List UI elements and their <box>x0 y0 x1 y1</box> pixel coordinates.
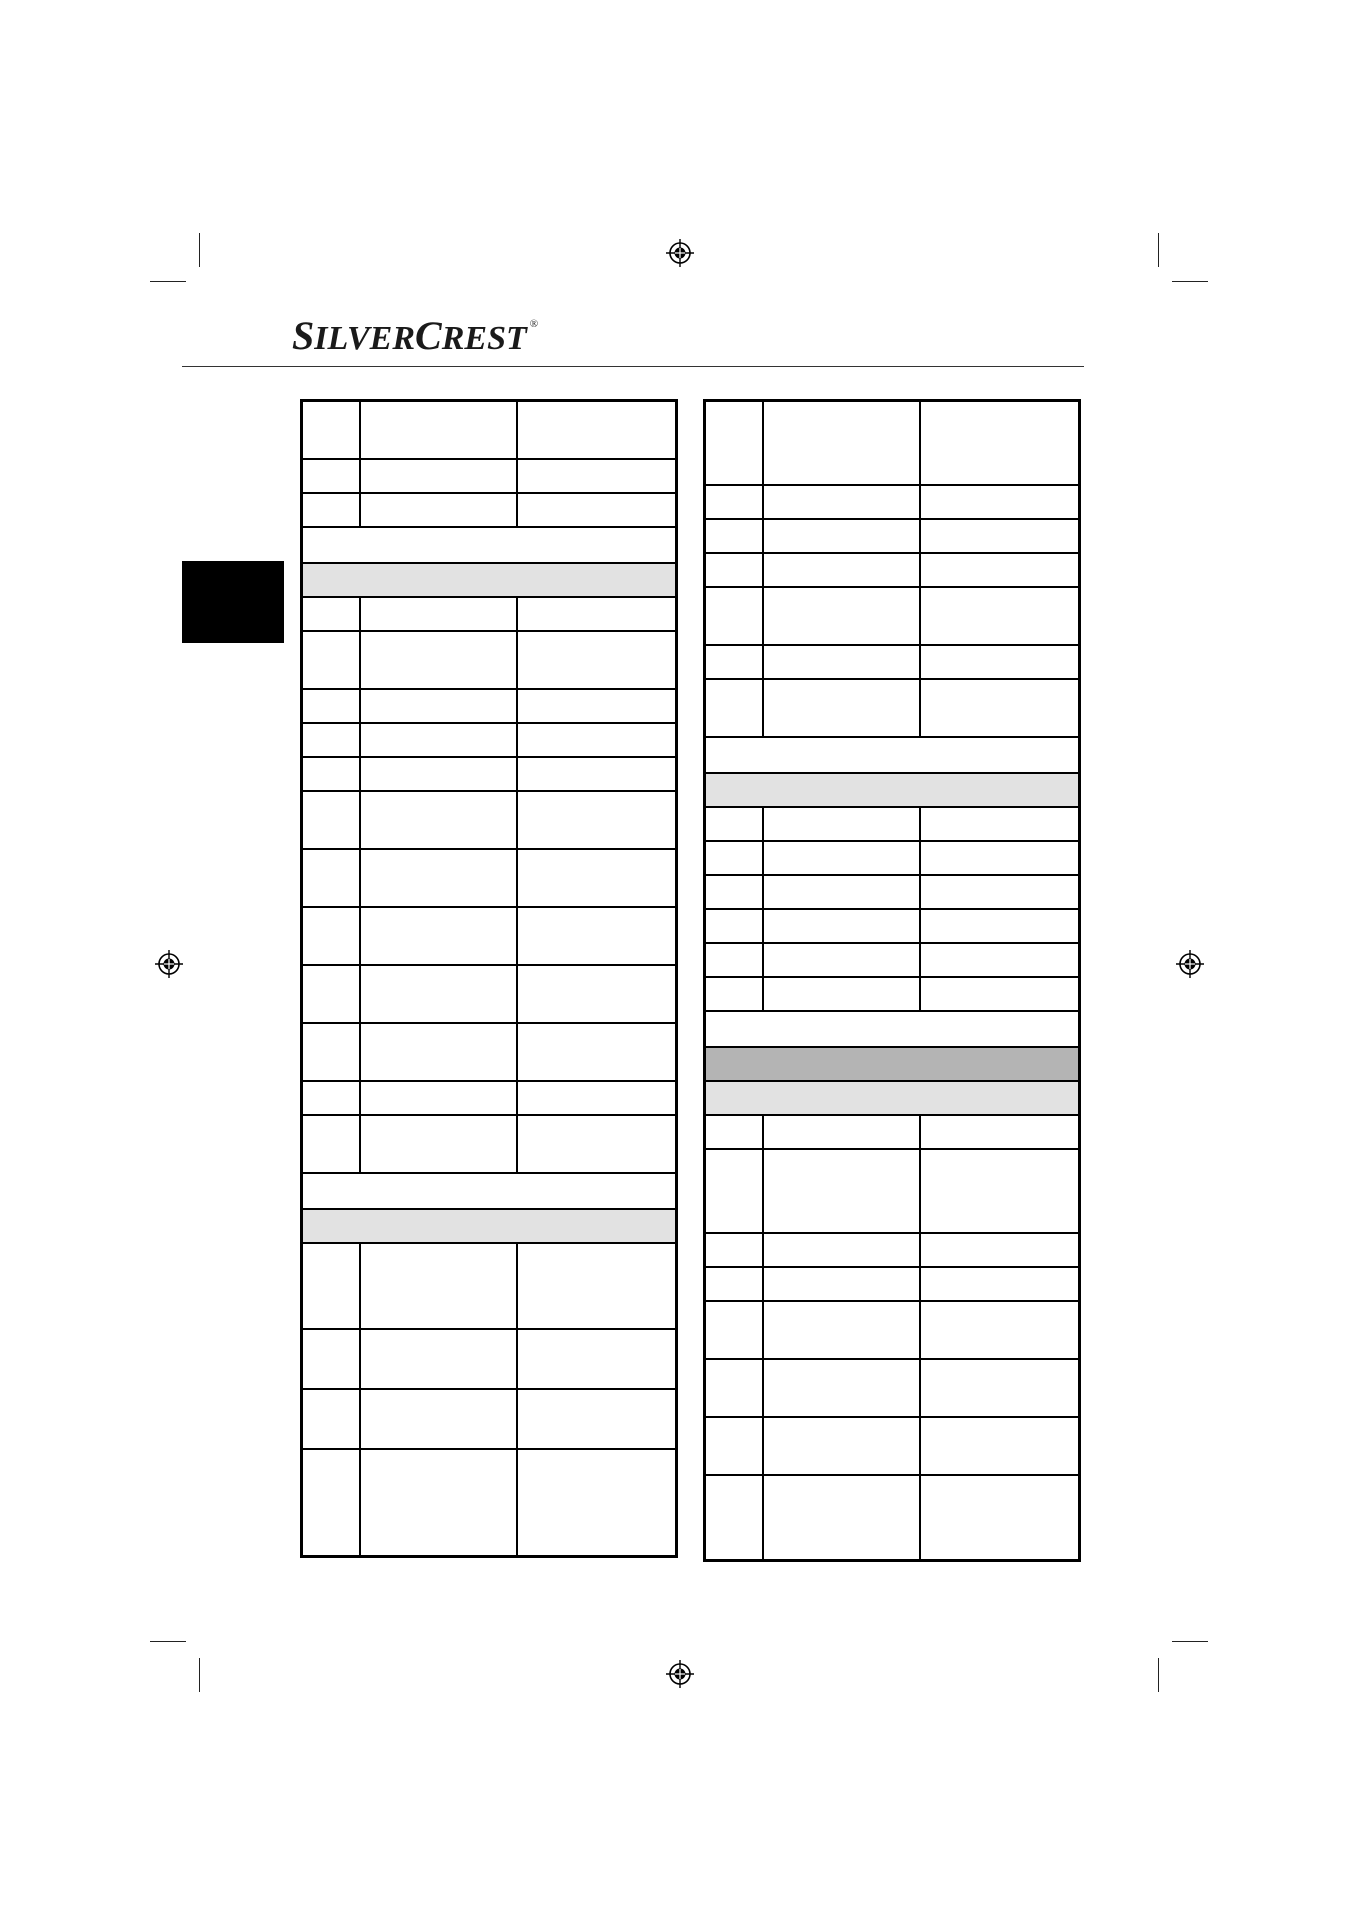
table-cell <box>360 493 517 527</box>
table-row <box>302 1389 677 1449</box>
table-cell <box>302 1243 361 1329</box>
table-cell <box>763 875 920 909</box>
registration-target-icon-top <box>665 238 695 268</box>
table-row <box>705 401 1080 485</box>
table-cell <box>763 485 920 519</box>
table-row <box>705 773 1080 807</box>
table-cell <box>302 401 361 459</box>
table-cell <box>920 1267 1080 1301</box>
table-row <box>705 1081 1080 1115</box>
table-row <box>302 849 677 907</box>
crop-mark-top-right-h <box>1172 281 1208 282</box>
table-cell <box>302 1329 361 1389</box>
right-table <box>703 399 1081 1562</box>
table-row <box>705 841 1080 875</box>
table-cell <box>360 1389 517 1449</box>
section-header-light <box>705 773 1080 807</box>
table-cell <box>360 965 517 1023</box>
table-row <box>705 1475 1080 1561</box>
table-row <box>705 1267 1080 1301</box>
table-cell <box>302 1081 361 1115</box>
table-row <box>705 1047 1080 1081</box>
table-cell <box>360 907 517 965</box>
table-cell <box>920 485 1080 519</box>
table-cell <box>763 1301 920 1359</box>
section-header-light <box>302 563 677 597</box>
table-row <box>705 807 1080 841</box>
table-row <box>705 587 1080 645</box>
brand-cap-1: S <box>292 313 315 358</box>
table-cell <box>517 791 677 849</box>
table-cell <box>517 631 677 689</box>
table-row <box>705 1011 1080 1047</box>
table-cell <box>920 645 1080 679</box>
section-row <box>705 1011 1080 1047</box>
table-cell <box>302 723 361 757</box>
table-cell <box>302 631 361 689</box>
table-cell <box>920 1417 1080 1475</box>
table-row <box>302 757 677 791</box>
table-cell <box>302 965 361 1023</box>
table-row <box>302 723 677 757</box>
table-row <box>705 1359 1080 1417</box>
table-cell <box>705 679 764 737</box>
table-cell <box>705 807 764 841</box>
table-cell <box>360 757 517 791</box>
left-table <box>300 399 678 1558</box>
section-header-light <box>302 1209 677 1243</box>
table-cell <box>763 807 920 841</box>
table-row <box>302 563 677 597</box>
table-cell <box>517 723 677 757</box>
table-cell <box>360 791 517 849</box>
table-cell <box>302 791 361 849</box>
registration-target-icon-right <box>1175 949 1205 979</box>
table-cell <box>705 1301 764 1359</box>
table-cell <box>705 1267 764 1301</box>
table-cell <box>920 875 1080 909</box>
table-cell <box>517 965 677 1023</box>
table-cell <box>920 553 1080 587</box>
table-cell <box>920 1149 1080 1233</box>
table-cell <box>360 1329 517 1389</box>
table-cell <box>302 1389 361 1449</box>
table-cell <box>360 1243 517 1329</box>
table-cell <box>763 519 920 553</box>
table-cell <box>920 1359 1080 1417</box>
crop-mark-top-left-v <box>199 233 200 267</box>
table-cell <box>920 401 1080 485</box>
table-cell <box>920 841 1080 875</box>
table-cell <box>517 1243 677 1329</box>
section-header-dark <box>705 1047 1080 1081</box>
table-cell <box>360 849 517 907</box>
table-cell <box>360 1081 517 1115</box>
table-cell <box>763 1115 920 1149</box>
table-cell <box>360 723 517 757</box>
table-cell <box>360 1449 517 1557</box>
table-row <box>302 1173 677 1209</box>
table-row <box>302 1209 677 1243</box>
table-cell <box>763 1417 920 1475</box>
table-cell <box>705 485 764 519</box>
table-row <box>302 1023 677 1081</box>
table-cell <box>360 597 517 631</box>
table-cell <box>302 1449 361 1557</box>
table-cell <box>302 1023 361 1081</box>
table-cell <box>705 977 764 1011</box>
crop-mark-bottom-right-h <box>1172 1641 1208 1642</box>
table-row <box>302 907 677 965</box>
brand-rest-2: REST <box>441 320 527 357</box>
section-row <box>705 737 1080 773</box>
table-cell <box>360 401 517 459</box>
table-row <box>705 977 1080 1011</box>
table-cell <box>705 1417 764 1475</box>
language-side-tab <box>182 561 284 643</box>
table-row <box>302 1329 677 1389</box>
table-cell <box>763 977 920 1011</box>
table-row <box>705 1233 1080 1267</box>
table-cell <box>517 597 677 631</box>
table-cell <box>705 1115 764 1149</box>
table-cell <box>705 587 764 645</box>
table-cell <box>302 689 361 723</box>
brand-rest-1: ILVER <box>314 320 416 357</box>
table-cell <box>705 1149 764 1233</box>
header-divider <box>182 366 1084 367</box>
table-row <box>302 459 677 493</box>
table-row <box>705 909 1080 943</box>
table-cell <box>920 807 1080 841</box>
table-cell <box>705 841 764 875</box>
table-cell <box>920 1233 1080 1267</box>
table-cell <box>920 1115 1080 1149</box>
table-cell <box>763 1149 920 1233</box>
table-row <box>302 689 677 723</box>
table-row <box>302 965 677 1023</box>
table-row <box>302 401 677 459</box>
table-cell <box>705 553 764 587</box>
table-cell <box>517 1389 677 1449</box>
table-cell <box>517 1115 677 1173</box>
section-row <box>302 1173 677 1209</box>
table-cell <box>360 1115 517 1173</box>
table-cell <box>517 907 677 965</box>
table-cell <box>920 943 1080 977</box>
table-row <box>705 645 1080 679</box>
table-cell <box>705 1359 764 1417</box>
table-cell <box>705 909 764 943</box>
table-cell <box>763 1267 920 1301</box>
crop-mark-bottom-right-v <box>1158 1658 1159 1692</box>
table-cell <box>763 841 920 875</box>
table-cell <box>763 1359 920 1417</box>
table-cell <box>920 519 1080 553</box>
table-cell <box>360 459 517 493</box>
table-row <box>705 737 1080 773</box>
registration-target-icon-left <box>154 949 184 979</box>
table-cell <box>517 849 677 907</box>
table-cell <box>705 943 764 977</box>
table-row <box>705 1301 1080 1359</box>
table-cell <box>763 553 920 587</box>
table-cell <box>517 459 677 493</box>
table-cell <box>517 1329 677 1389</box>
table-cell <box>517 1023 677 1081</box>
table-row <box>302 1115 677 1173</box>
table-cell <box>763 587 920 645</box>
table-cell <box>920 587 1080 645</box>
table-row <box>705 1417 1080 1475</box>
table-cell <box>705 1233 764 1267</box>
table-cell <box>705 401 764 485</box>
table-cell <box>517 1081 677 1115</box>
table-cell <box>920 679 1080 737</box>
table-row <box>705 875 1080 909</box>
table-cell <box>302 907 361 965</box>
table-row <box>302 527 677 563</box>
table-row <box>705 519 1080 553</box>
table-row <box>705 485 1080 519</box>
table-row <box>302 1081 677 1115</box>
table-cell <box>763 401 920 485</box>
table-cell <box>705 875 764 909</box>
table-row <box>302 597 677 631</box>
table-cell <box>517 401 677 459</box>
table-cell <box>360 631 517 689</box>
table-row <box>302 1243 677 1329</box>
table-cell <box>763 1233 920 1267</box>
table-row <box>705 1149 1080 1233</box>
table-row <box>302 493 677 527</box>
table-cell <box>705 1475 764 1561</box>
crop-mark-top-right-v <box>1158 233 1159 267</box>
table-cell <box>302 459 361 493</box>
section-row <box>302 527 677 563</box>
table-cell <box>517 757 677 791</box>
table-cell <box>705 645 764 679</box>
table-cell <box>763 909 920 943</box>
section-header-light <box>705 1081 1080 1115</box>
brand-cap-2: C <box>415 313 442 358</box>
table-cell <box>920 977 1080 1011</box>
table-row <box>705 679 1080 737</box>
table-cell <box>302 849 361 907</box>
table-cell <box>920 909 1080 943</box>
table-row <box>705 1115 1080 1149</box>
table-cell <box>517 493 677 527</box>
table-cell <box>517 689 677 723</box>
table-cell <box>763 943 920 977</box>
table-cell <box>763 679 920 737</box>
crop-mark-bottom-left-h <box>150 1641 186 1642</box>
brand-logo <box>292 313 539 358</box>
table-cell <box>920 1475 1080 1561</box>
table-cell <box>920 1301 1080 1359</box>
registration-target-icon-bottom <box>665 1659 695 1689</box>
crop-mark-bottom-left-v <box>199 1658 200 1692</box>
table-row <box>302 791 677 849</box>
table-row <box>302 1449 677 1557</box>
table-cell <box>763 645 920 679</box>
table-cell <box>705 519 764 553</box>
table-cell <box>517 1449 677 1557</box>
table-cell <box>360 689 517 723</box>
table-cell <box>360 1023 517 1081</box>
registered-mark: ® <box>529 318 539 330</box>
crop-mark-top-left-h <box>150 281 186 282</box>
table-row <box>302 631 677 689</box>
table-cell <box>302 597 361 631</box>
table-cell <box>302 757 361 791</box>
table-cell <box>302 493 361 527</box>
table-cell <box>763 1475 920 1561</box>
table-cell <box>302 1115 361 1173</box>
table-row <box>705 553 1080 587</box>
table-row <box>705 943 1080 977</box>
